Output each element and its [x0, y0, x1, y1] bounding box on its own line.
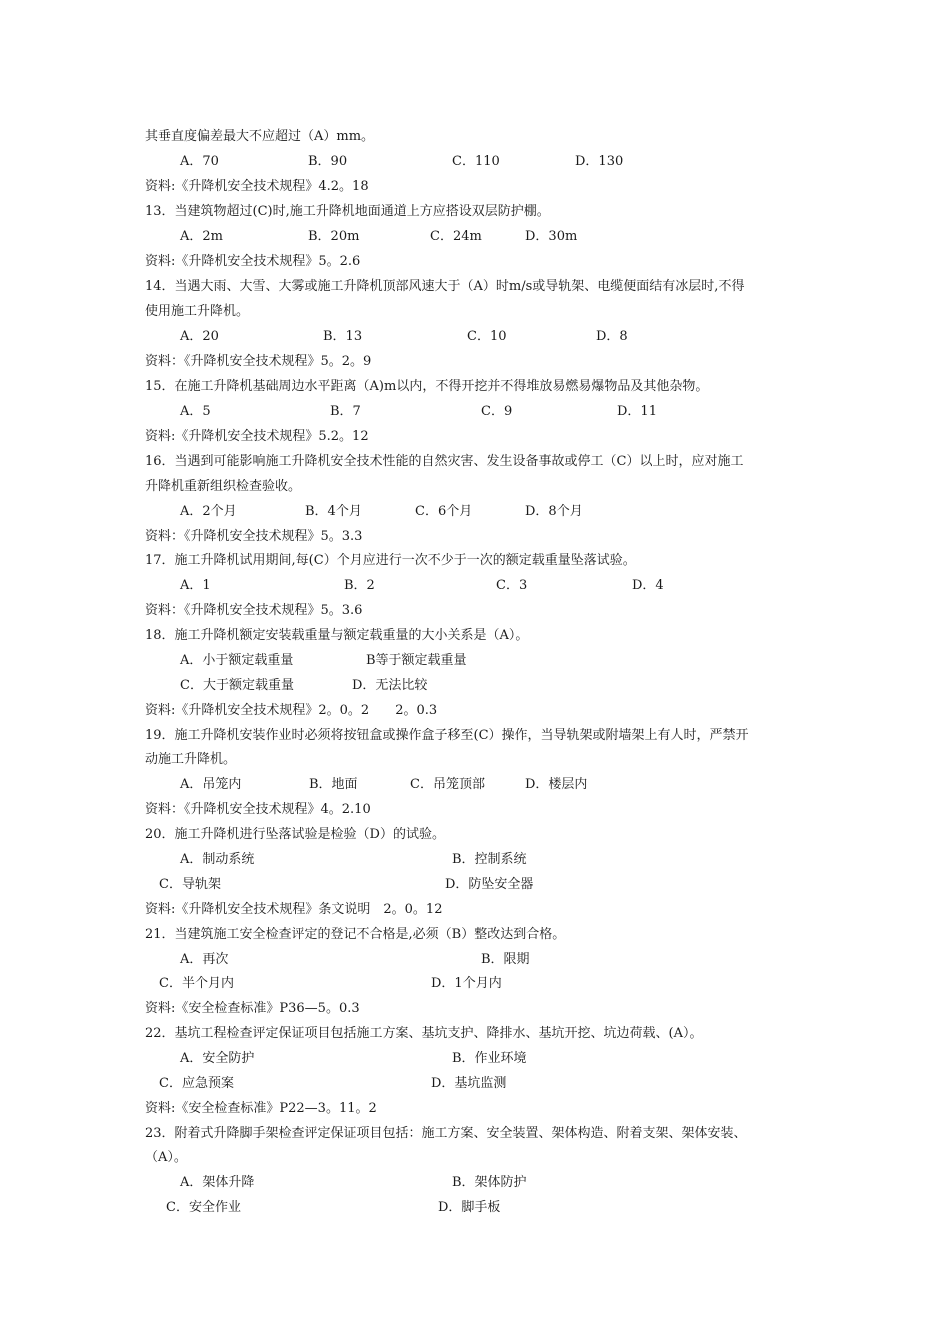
option: D．脚手板 — [438, 1200, 501, 1215]
option: A．再次 — [180, 952, 229, 967]
option: A．20 — [180, 329, 219, 344]
source-line: 资料:《升降机安全技术规程》条文说明 2。0。12 — [145, 902, 443, 917]
option: D．1个月内 — [431, 976, 502, 991]
option: D．基坑监测 — [431, 1076, 507, 1091]
option: B．限期 — [481, 952, 530, 967]
source-line: 资料:《升降机安全技术规程》2。0。2 2。0.3 — [145, 703, 438, 718]
question-14: 14．当遇大雨、大雪、大雾或施工升降机顶部风速大于（A）时m/s或导轨架、电缆便面结有冰层时,不得 — [145, 279, 745, 294]
option: A．制动系统 — [180, 852, 255, 867]
option: B．20m — [308, 229, 360, 244]
option: A．小于额定载重量 — [180, 653, 294, 668]
option: D．楼层内 — [525, 777, 588, 792]
source-line: 资料:《安全检查标准》P22—3。11。2 — [145, 1101, 377, 1116]
option: A．2m — [180, 229, 223, 244]
option: A．5 — [180, 404, 211, 419]
question-18: 18．施工升降机额定安装载重量与额定载重量的大小关系是（A）。 — [145, 628, 529, 643]
option: B等于额定载重量 — [366, 653, 467, 668]
text-line: 其垂直度偏差最大不应超过（A）mm。 — [145, 129, 375, 144]
option: C．6个月 — [415, 504, 473, 519]
source-line: 资料：《升降机安全技术规程》4。2.10 — [145, 802, 371, 817]
question-13: 13．当建筑物超过(C)时,施工升降机地面通道上方应搭设双层防护棚。 — [145, 204, 550, 219]
question-15: 15．在施工升降机基础周边水平距离（A)m以内，不得开挖并不得堆放易燃易爆物品及其他杂物。 — [145, 379, 709, 394]
text-line: 动施工升降机。 — [145, 752, 237, 767]
text-line: 升降机重新组织检查验收。 — [145, 479, 302, 494]
source-line: 资料:《升降机安全技术规程》4.2。18 — [145, 179, 369, 194]
option: D．30m — [525, 229, 578, 244]
question-19: 19．施工升降机安装作业时必须将按钮盒或操作盒子移至(C）操作，当导轨架或附墙架上有人时，严禁开 — [145, 728, 749, 743]
option: C．大于额定载重量 — [180, 678, 294, 693]
option: D．8 — [596, 329, 628, 344]
option: D．防坠安全器 — [445, 877, 534, 892]
option: A．吊笼内 — [180, 777, 242, 792]
option: B．90 — [308, 154, 348, 169]
option: C．半个月内 — [159, 976, 234, 991]
source-line: 资料：《升降机安全技术规程》5。2。9 — [145, 354, 372, 369]
option: C．10 — [467, 329, 507, 344]
option: C．安全作业 — [166, 1200, 241, 1215]
option: B．13 — [323, 329, 363, 344]
source-line: 资料:《升降机安全技术规程》5.2。12 — [145, 429, 369, 444]
source-line: 资料：《升降机安全技术规程》5。3.6 — [145, 603, 363, 618]
option: B．架体防护 — [452, 1175, 527, 1190]
option: C．110 — [452, 154, 500, 169]
option: C．24m — [430, 229, 482, 244]
option: C．应急预案 — [159, 1076, 234, 1091]
option: D．11 — [617, 404, 657, 419]
text-line: （A）。 — [145, 1150, 187, 1165]
option: B．作业环境 — [452, 1051, 527, 1066]
source-line: 资料:《升降机安全技术规程》5。2.6 — [145, 254, 361, 269]
option: D．8个月 — [525, 504, 583, 519]
question-23: 23．附着式升降脚手架检查评定保证项目包括：施工方案、安全装置、架体构造、附着支架、架体安装、 — [145, 1126, 747, 1141]
option: B．地面 — [309, 777, 358, 792]
question-16: 16．当遇到可能影响施工升降机安全技术性能的自然灾害、发生设备事故或停工（C）以上时，应对施工 — [145, 454, 744, 469]
option: B．控制系统 — [452, 852, 527, 867]
option: A．架体升降 — [180, 1175, 255, 1190]
source-line: 资料：《升降机安全技术规程》5。3.3 — [145, 529, 363, 544]
option: B．7 — [330, 404, 361, 419]
option: A．1 — [180, 578, 211, 593]
option: A．2个月 — [180, 504, 237, 519]
option: C．导轨架 — [159, 877, 221, 892]
option: C．9 — [481, 404, 513, 419]
question-17: 17．施工升降机试用期间,每(C）个月应进行一次不少于一次的额定载重量坠落试验。 — [145, 553, 636, 568]
text-line: 使用施工升降机。 — [145, 304, 250, 319]
option: D．4 — [632, 578, 664, 593]
question-20: 20．施工升降机进行坠落试验是检验（D）的试验。 — [145, 827, 445, 842]
option: A．安全防护 — [180, 1051, 255, 1066]
option: B．4个月 — [305, 504, 362, 519]
option: C．吊笼顶部 — [410, 777, 485, 792]
option: B．2 — [344, 578, 375, 593]
question-21: 21．当建筑施工安全检查评定的登记不合格是,必须（B）整改达到合格。 — [145, 927, 566, 942]
question-22: 22．基坑工程检查评定保证项目包括施工方案、基坑支护、降排水、基坑开挖、坑边荷载、(A）。 — [145, 1026, 703, 1041]
option: D．130 — [575, 154, 624, 169]
option: A．70 — [180, 154, 219, 169]
option: D．无法比较 — [352, 678, 428, 693]
source-line: 资料:《安全检查标准》P36—5。0.3 — [145, 1001, 360, 1016]
option: C．3 — [496, 578, 528, 593]
